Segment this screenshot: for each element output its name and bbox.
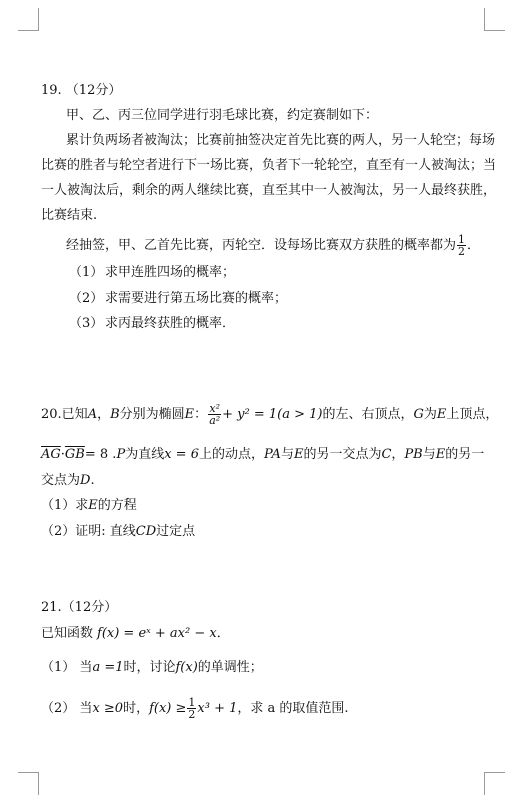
q19-setup-text: 经抽签，甲、乙首先比赛，丙轮空．设每场比赛双方获胜的概率都为 (66, 238, 457, 253)
condition: x ≥0 (92, 701, 124, 716)
function-ref: f(x) (175, 660, 198, 675)
q19-rule-line: 比赛结束. (41, 208, 98, 223)
math-var: E (435, 447, 446, 462)
q19-rule-line: 累计负两场者被淘汰；比赛前抽签决定首先比赛的两人，另一人轮空；每场 (66, 133, 496, 148)
q21-text: ． (216, 626, 230, 641)
q20-text: （1）求 (41, 498, 89, 513)
part-text: 求丙最终获胜的概率． (105, 316, 236, 331)
q20-text: . (90, 473, 95, 488)
q19-part-2 (69, 290, 485, 307)
q20-text: 与 (422, 447, 436, 462)
q20-text: 与 (280, 447, 294, 462)
q21-text: ，求 a 的取值范围. (237, 701, 349, 716)
crop-mark-bottom-left (18, 772, 39, 795)
math-var: PB (404, 447, 423, 462)
fraction-numerator: 1 (458, 233, 466, 246)
fraction-numerator: 1 (188, 696, 196, 709)
math-var: E (436, 407, 447, 422)
q20-text: 的另一交点为 (303, 447, 382, 462)
half-fraction (457, 234, 466, 257)
part-number: （2） (41, 701, 76, 716)
q20-text: 过定点 (156, 524, 196, 539)
part-number: （1） (41, 660, 76, 675)
q20-text: ， (97, 407, 111, 422)
condition: a =1 (92, 660, 124, 675)
fraction-denominator: 2 (458, 245, 466, 258)
vector-gb: $\overline{GB}$ (64, 447, 85, 462)
crop-mark-top-left (18, 8, 39, 31)
q20-text: ， (391, 447, 405, 462)
fraction-numerator: x² (209, 402, 220, 415)
math-var: CD (135, 524, 157, 539)
q21-text: 已知函数 (41, 626, 94, 641)
q21-part-2 (41, 697, 485, 720)
q21-text: 时，讨论 (123, 660, 176, 675)
q20-text: ： (194, 407, 208, 422)
q21-line-1 (41, 625, 485, 642)
q20-line-2 (41, 446, 485, 463)
crop-mark-bottom-right (484, 772, 505, 795)
inequality-lhs: f(x) ≥ (149, 701, 187, 716)
part-number: （1） (69, 265, 104, 280)
q20-text: 20.已知 (41, 407, 88, 422)
math-var: E (293, 447, 304, 462)
q19-setup (66, 234, 485, 257)
q19-rule-line: 比赛的胜者与轮空者进行下一场比赛，负者下一轮轮空，直至有一人被淘汰；当 (41, 158, 497, 173)
half-fraction (187, 697, 196, 720)
q20-text: 上的动点， (198, 447, 264, 462)
vector-ag: $\overline{AG}$ (41, 447, 61, 462)
q21-text: 当 (79, 701, 93, 716)
q20-text: 的左、右顶点， (322, 407, 414, 422)
ellipse-equation-tail: + y² = 1(a > 1) (222, 407, 323, 422)
math-var: A (87, 407, 98, 422)
q20-text: = 8 . (84, 447, 117, 462)
q20-text: 的另一 (445, 447, 485, 462)
q21-text: 的单调性； (197, 660, 263, 675)
q21-text: 当 (79, 660, 93, 675)
math-var: C (381, 447, 392, 462)
q19-setup-period: ． (467, 238, 481, 253)
q20-text: 交点为 (41, 473, 81, 488)
q21-part-1 (41, 659, 485, 676)
q19-header: 19. （12分） (41, 83, 122, 98)
q20-part-2 (41, 523, 485, 540)
inequality-rhs: x³ + 1 (197, 701, 238, 716)
math-var: D (80, 473, 91, 488)
q21-header: 21.（12分） (41, 600, 118, 615)
q20-text: 分别为椭圆 (119, 407, 185, 422)
part-number: （3） (69, 316, 104, 331)
part-text: 求甲连胜四场的概率； (105, 265, 236, 280)
math-var: B (110, 407, 120, 422)
q21-text: 时， (123, 701, 150, 716)
q20-text: 的方程 (97, 498, 137, 513)
q19-part-1 (69, 264, 485, 281)
fraction-denominator: a² (209, 414, 221, 427)
q19-rule-line: 一人被淘汰后，剩余的两人继续比赛，直至其中一人被淘汰，另一人最终获胜， (41, 183, 497, 198)
q19-part-3 (69, 315, 485, 332)
q20-text: （2）证明: 直线 (41, 524, 136, 539)
math-var: PA (263, 447, 281, 462)
math-var: E (184, 407, 195, 422)
line-equation: x = 6 (164, 447, 199, 462)
part-text: 求需要进行第五场比赛的概率； (105, 291, 288, 306)
math-var: G (413, 407, 424, 422)
dot-operator: · (60, 447, 65, 462)
q20-part-1 (41, 497, 485, 514)
part-number: （2） (69, 291, 104, 306)
q20-line-3 (41, 472, 485, 489)
crop-mark-top-right (484, 8, 505, 31)
q20-line-1 (41, 402, 499, 427)
q20-text: 上顶点， (446, 407, 499, 422)
q20-text: 为 (423, 407, 437, 422)
math-var: P (116, 447, 126, 462)
math-var: E (88, 498, 98, 513)
fraction-denominator: 2 (188, 708, 196, 721)
ellipse-fraction (208, 403, 221, 426)
function-def: f(x) = eˣ + ax² − x (97, 626, 217, 641)
q19-intro: 甲、乙、丙三位同学进行羽毛球比赛，约定赛制如下： (66, 108, 379, 123)
q20-text: 为直线 (125, 447, 165, 462)
